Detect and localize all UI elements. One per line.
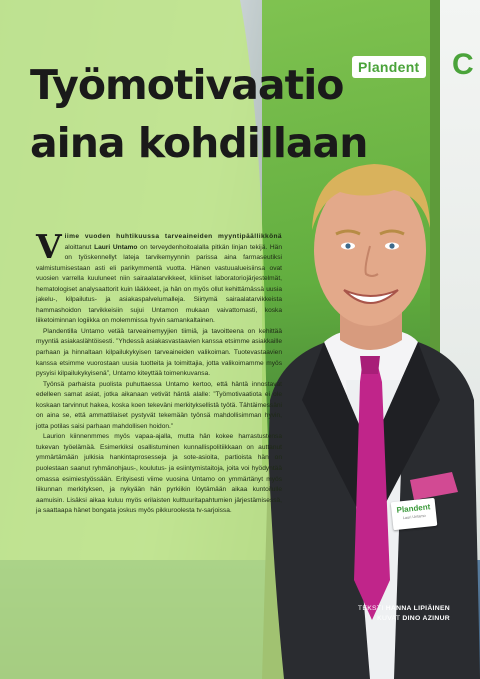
lead-name: Lauri Untamo	[94, 243, 138, 251]
headline-line-1: Työmotivaatio	[30, 61, 344, 109]
lead-text-1: aloittanut	[64, 243, 95, 251]
booth-letter: C	[452, 48, 474, 81]
credit-photo-name: DINO AZINUR	[402, 615, 450, 622]
credit-photo	[350, 614, 450, 624]
paragraph-2: Plandentilla Untamo vetää tarveainemyyjien tiimiä, ja tavoitteena on kehittää myyntiä asiakaslähtöisesti. ”Yhdessä asiakasvastaavien kanssa etsimme asiakkaille parhaan ja hinnaltaan kilpailukykyisen tarveaineiden valikoiman. Tuotevastaavien kanssa etsimme vuorostaan uusia tuotteita ja toimittajia, jotta valikoimamme myös pysyisi kilpailukykyisenä”, Untamo kiteyttää toimenkuvansa.	[36, 327, 282, 378]
headline	[30, 56, 367, 172]
lead-caps: iime vuoden huhtikuussa tarveaineiden myyntipäällikkönä	[64, 233, 282, 240]
lead-paragraph	[36, 227, 282, 327]
credit-text-label: TEKSTI	[357, 605, 386, 612]
article-body	[36, 227, 282, 602]
lead-text-2: on terveydenhoitoalalla pitkän linjan tekijä. Hän on työskennellyt lateja tarvikemyynnin parissa aina farmaseutiksi valmistumisestaan asti eli parikymmentä vuotta. Hänen vastuualueisiinsa ovat vuosien varrella kuuluneet niin sairaalatarvikkeet, kliiniset laboratoriojärjestelmät, hematologiset analysaattorit kuin lääkkeet, ja hän on myös ollut kehittämässä uusia jakelu-, kilpailutus- ja asiakaspalvelumalleja. Siirtymä sairaalatarvikkeista hammashoidon tarvikkeisiin sujui Untamon mukaan vaivattomasti, koska liiketoiminnan logiikka on molemmissa hyvin samankaltainen.	[36, 243, 282, 325]
credits	[350, 604, 450, 624]
badge-logo: Plandent	[396, 502, 431, 515]
credit-text-name: HANNA LIPIÄINEN	[385, 605, 450, 612]
credit-text	[350, 604, 450, 614]
credit-photo-label: KUVAT	[377, 615, 403, 622]
paragraph-4: Laurion kiinnenmmes myös vapaa-ajalla, mutta hän kokee harrastustensa tukevan työelämää. Esimerkiksi osallistuminen kunnallispolitiikkaan on auttanut ymmärtämään julkisia hankintaprosesseja ja sote-asioita, partioista hän on puolestaan saanut ryhmänohjaus-, koulutus- ja esiintymistaitoja, joita voi hyödyntää omassa esimiestyössään. Erityisesti viime vuosina Untamo on ymmärtänyt myös liikunnan merkityksen, ja nykyään hän pyrkiikin löytämään aikaa kuntoilulle aamuisin. Lisäksi aikaa kuluu myös erilaisten kulttuuritapahtumien järjestämisessä, ja saattaapa hänet bongata joskus myös pikkuroolesta tv-sarjoissa.	[36, 433, 282, 515]
paragraph-3: Työnsä parhaista puolista puhuttaessa Untamo kertoo, että häntä innostavat edelleen samat asiat, jotka aikanaan vetivät häntä alalle: ”Työmotivaatiota ei ole koskaan tarvinnut hakea, koska koen tekeväni merkityksellistä työtä. Tähtäimessäni on aina se, että ammattilaiset pystyvät tekemään työnsä mahdollisimman hyvin, jotta potilas saisi parhaan mahdollisen hoidon.”	[36, 380, 282, 430]
badge-name: Lauri Untamo	[402, 513, 426, 521]
drop-cap: V	[36, 227, 62, 266]
booth-logo: Plandent	[352, 56, 426, 78]
headline-line-2: aina kohdillaan	[30, 119, 368, 167]
